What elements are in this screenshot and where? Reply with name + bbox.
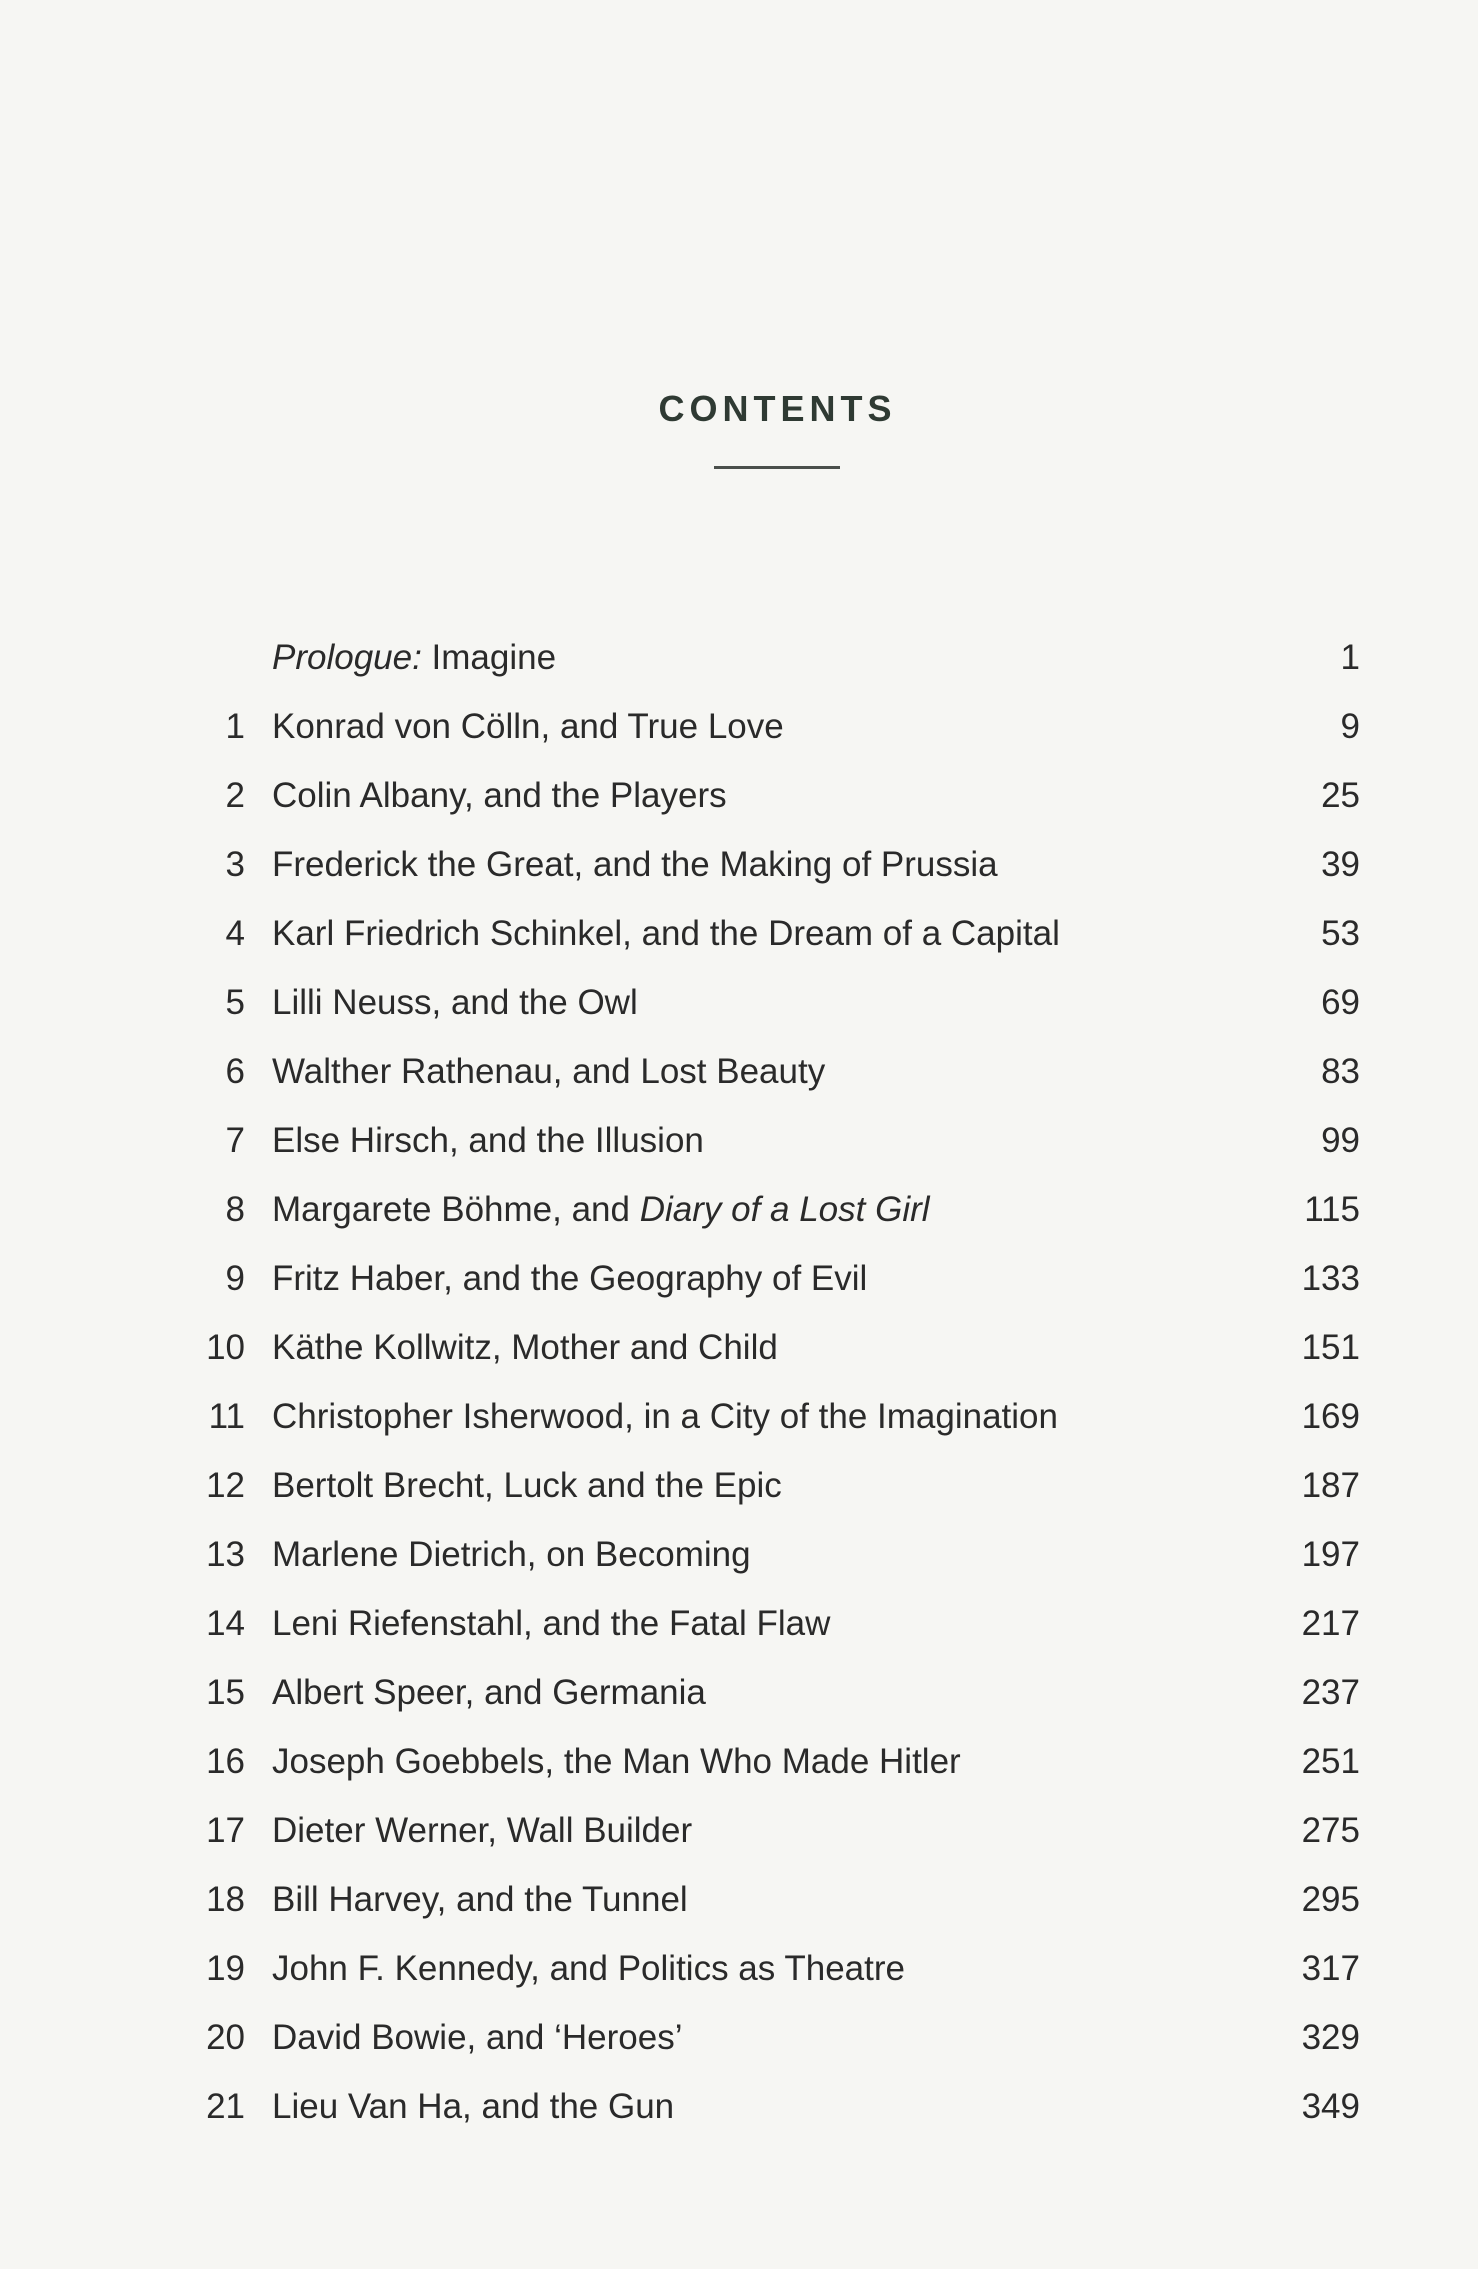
page-number: 69 [1321,983,1360,1022]
page-number: 295 [1301,1880,1360,1919]
toc-entry [0,1318,1478,1378]
chapter-number: 3 [225,845,245,884]
chapter-number: 11 [208,1397,245,1436]
chapter-title: Lilli Neuss, and the Owl [272,983,638,1022]
chapter-number: 14 [206,1604,245,1643]
chapter-title: Bill Harvey, and the Tunnel [272,1880,688,1919]
page-number: 99 [1321,1121,1360,1160]
toc-entry-prologue [0,628,1478,688]
toc-entry [0,1387,1478,1447]
toc-entry [0,766,1478,826]
chapter-title: Konrad von Cölln, and True Love [272,707,784,746]
toc-entry [0,1732,1478,1792]
chapter-number: 10 [206,1328,245,1367]
page-number: 39 [1321,845,1360,884]
toc-entry [0,1594,1478,1654]
chapter-title: Marlene Dietrich, on Becoming [272,1535,751,1574]
toc-entry [0,1663,1478,1723]
page-number: 187 [1301,1466,1360,1505]
toc-entry [0,1180,1478,1240]
toc-entry [0,904,1478,964]
chapter-title [272,628,556,688]
chapter-title: Albert Speer, and Germania [272,1673,706,1712]
chapter-title: Colin Albany, and the Players [272,776,727,815]
contents-heading: CONTENTS [658,388,897,429]
page-number: 151 [1301,1328,1360,1367]
chapter-number: 8 [225,1190,245,1229]
toc-entry [0,1456,1478,1516]
page-number: 169 [1301,1397,1360,1436]
chapter-title: Fritz Haber, and the Geography of Evil [272,1259,868,1298]
page-number: 25 [1321,776,1360,815]
page-number: 133 [1301,1259,1360,1298]
chapter-number: 5 [225,983,245,1022]
chapter-title: Lieu Van Ha, and the Gun [272,2087,675,2126]
toc-entry [0,1801,1478,1861]
page-number: 349 [1301,2087,1360,2126]
chapter-number: 19 [206,1949,245,1988]
chapter-number: 18 [206,1880,245,1919]
page-number: 1 [1340,638,1360,677]
page-number: 53 [1321,914,1360,953]
chapter-number: 17 [206,1811,245,1850]
page-number: 9 [1340,707,1360,746]
chapter-title: Walther Rathenau, and Lost Beauty [272,1052,826,1091]
chapter-title: Bertolt Brecht, Luck and the Epic [272,1466,782,1505]
toc-entry [0,835,1478,895]
chapter-number: 1 [225,707,245,746]
chapter-title: Christopher Isherwood, in a City of the Imagination [272,1397,1058,1436]
toc-entry [0,1525,1478,1585]
chapter-number: 13 [206,1535,245,1574]
page-number: 251 [1301,1742,1360,1781]
chapter-title: Joseph Goebbels, the Man Who Made Hitler [272,1742,961,1781]
chapter-number: 6 [225,1052,245,1091]
chapter-title: Leni Riefenstahl, and the Fatal Flaw [272,1604,831,1643]
page-number: 217 [1301,1604,1360,1643]
page-number: 197 [1301,1535,1360,1574]
chapter-number: 4 [225,914,245,953]
chapter-number: 2 [225,776,245,815]
chapter-title: Frederick the Great, and the Making of Prussia [272,845,998,884]
chapter-title-italic: Prologue: [272,638,422,677]
chapter-number: 16 [206,1742,245,1781]
toc-entry [0,1870,1478,1930]
chapter-number: 7 [225,1121,245,1160]
chapter-title-text: Imagine [421,638,557,677]
chapter-number: 15 [206,1673,245,1712]
page-number: 115 [1304,1190,1360,1229]
chapter-title: Else Hirsch, and the Illusion [272,1121,704,1160]
chapter-title-text: Margarete Böhme, and [272,1190,640,1229]
page-number: 83 [1321,1052,1360,1091]
chapter-title: Käthe Kollwitz, Mother and Child [272,1328,778,1367]
toc-entry [0,2077,1478,2137]
toc-entry [0,1939,1478,1999]
chapter-number: 12 [206,1466,245,1505]
chapter-number: 9 [225,1259,245,1298]
chapter-title-italic: Diary of a Lost Girl [639,1190,930,1229]
toc-entry [0,2008,1478,2068]
page-number: 317 [1301,1949,1360,1988]
page-number: 275 [1301,1811,1360,1850]
chapter-number: 20 [206,2018,245,2057]
chapter-title: John F. Kennedy, and Politics as Theatre [272,1949,905,1988]
toc-entry [0,1249,1478,1309]
toc-entry [0,1111,1478,1171]
heading-rule [714,466,840,469]
toc-entry [0,973,1478,1033]
toc-entry [0,1042,1478,1102]
toc-entry [0,697,1478,757]
chapter-title [272,1180,930,1240]
chapter-title: Karl Friedrich Schinkel, and the Dream of a Capital [272,914,1060,953]
chapter-title: Dieter Werner, Wall Builder [272,1811,693,1850]
page-number: 329 [1301,2018,1360,2057]
page-number: 237 [1301,1673,1360,1712]
chapter-number: 21 [206,2087,245,2126]
chapter-title: David Bowie, and ‘Heroes’ [272,2018,683,2057]
